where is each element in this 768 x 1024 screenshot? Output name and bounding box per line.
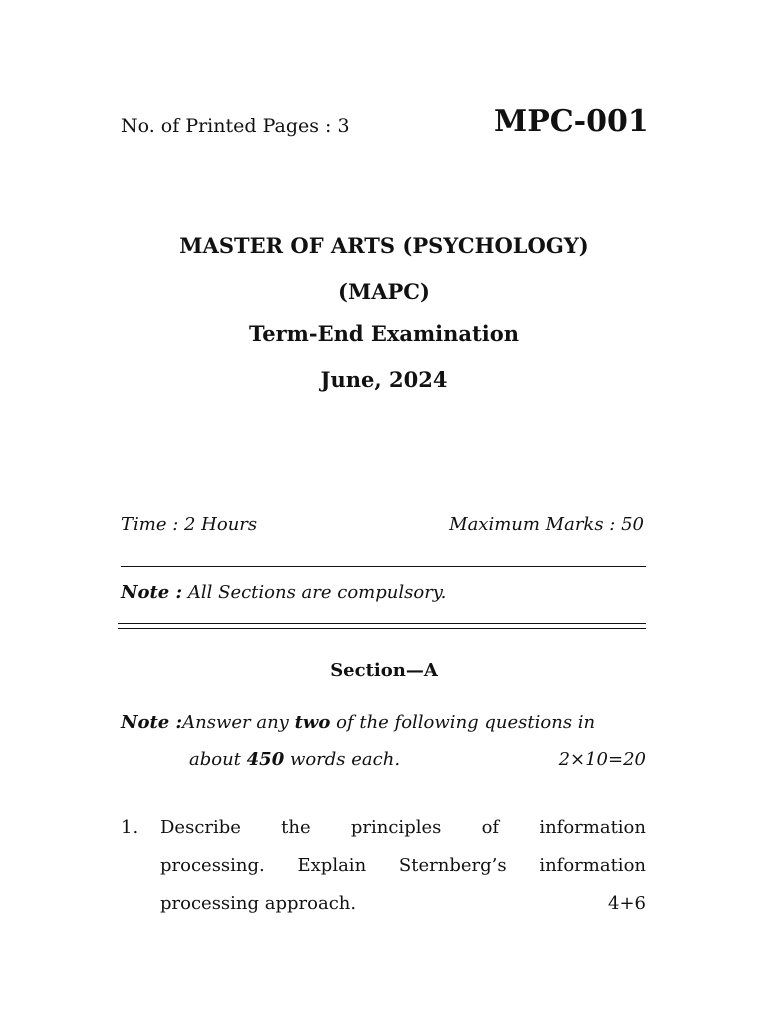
exam-type: Term-End Examination (248, 321, 519, 346)
section-note-part2: of the following questions in (330, 712, 596, 733)
section-note-line2-part1: about (189, 749, 247, 770)
double-divider-top (118, 623, 646, 624)
exam-time: Time : 2 Hours (121, 514, 258, 535)
course-code: MPC-001 (494, 104, 649, 139)
maximum-marks: Maximum Marks : 50 (449, 514, 644, 535)
exam-session: June, 2024 (320, 367, 448, 392)
question-marks: 4+6 (608, 893, 646, 914)
programme-code: (MAPC) (338, 279, 430, 304)
general-note-text: All Sections are compulsory. (187, 582, 447, 603)
printed-pages-count: No. of Printed Pages : 3 (121, 115, 350, 137)
section-note (121, 712, 646, 733)
section-heading: Section—A (330, 660, 438, 681)
section-note-line2 (189, 749, 400, 770)
section-note-count: two (294, 712, 331, 733)
word-limit: 450 (246, 749, 285, 770)
question-text-line: Describe the principles of information (160, 817, 646, 838)
general-note-label: Note : (121, 582, 183, 603)
marks-allocation: 2×10=20 (558, 749, 646, 770)
question-text-line: processing approach. (160, 893, 357, 914)
section-note-part1: Answer any (182, 712, 295, 733)
general-note (121, 582, 446, 603)
divider-line (121, 566, 646, 567)
question-number: 1. (121, 817, 139, 838)
double-divider-bottom (118, 628, 646, 629)
section-note-label: Note : (121, 712, 183, 733)
section-note-line2-part2: words each. (284, 749, 401, 770)
programme-title: MASTER OF ARTS (PSYCHOLOGY) (179, 233, 589, 258)
question-text-line: processing. Explain Sternberg’s information (160, 855, 646, 876)
